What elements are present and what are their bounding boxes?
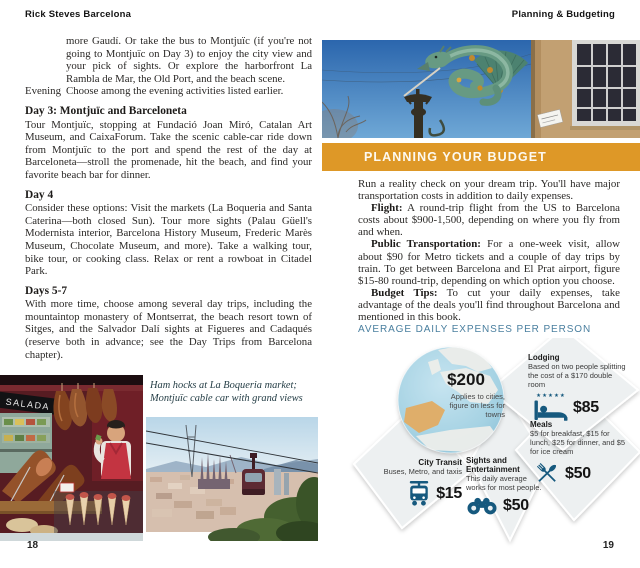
section-banner-title: PLANNING YOUR BUDGET <box>364 150 547 164</box>
tram-icon <box>407 480 431 507</box>
meals-block <box>530 420 630 486</box>
itinerary-label-empty <box>25 35 66 85</box>
infographic-heading: AVERAGE DAILY EXPENSES PER PERSON <box>358 324 592 335</box>
photo-caption: Ham hocks at La Boqueria market; Montjuïc cable car with grand views <box>150 380 303 404</box>
hotel-stars: ★★★★★ <box>536 393 566 399</box>
sights-amount: $50 <box>503 497 529 514</box>
transit-title: City Transit <box>418 458 462 467</box>
binoculars-icon <box>466 496 498 515</box>
right-page <box>320 0 640 568</box>
meals-desc: $5 for breakfast, $15 for lunch, $25 for dinner, and $5 for ice cream <box>530 429 626 456</box>
evening-label: Evening <box>25 85 61 98</box>
transit-amount: $15 <box>436 485 462 502</box>
day4-heading: Day 4 <box>25 188 54 201</box>
right-running-header: Planning & Budgeting <box>511 9 615 20</box>
lodging-title: Lodging <box>528 353 560 362</box>
day3-body: Tour Montjuïc, stopping at Fundació Joan Miró, Catalan Art Museum, and CaixaForum. Take the scenic cable-car ride down from Montjuïc to the port and spend the rest of the day at Barceloneta—stroll the promenade, hit the beach, and find your favorite beach bar for dinner. <box>25 118 312 181</box>
daily-total-note: Applies to cities, figure on less for towns <box>449 392 505 419</box>
evening-itinerary-item <box>25 85 312 98</box>
sights-block <box>466 456 542 515</box>
transit-block <box>378 458 462 507</box>
cable-car-photo <box>146 417 318 541</box>
days57-body: With more time, choose among several day trips, including the mountaintop monastery of Montserrat, the beach resort town of Sitges, and the Salvador Dalí sights at Figueres and Cadaqués (reserve both in advance; see the Day Trips from Barcelona chapter). <box>25 298 312 361</box>
sights-desc: This daily average works for most people. <box>466 474 542 492</box>
itinerary-text: more Gaudí. Or take the bus to Montjuïc (if you're not going to Montjuïc on Day 3) to enjoy the city view and your pick of sights. Or explore the harborfront La Rambla de Mar, the Old Port, and the beach scene. <box>66 35 312 85</box>
flight-paragraph: Flight: A round-trip flight from the US to Barcelona costs about $900-1,500, depending on where you fly from and when. <box>358 202 620 239</box>
budget-tips-paragraph: Budget Tips: To cut your daily expenses, take advantage of the deals you'll find throughout Barcelona and mentioned in this book. <box>358 286 621 324</box>
section-banner <box>322 143 640 171</box>
evening-text: Choose among the evening activities listed earlier. <box>66 85 284 98</box>
market-photo <box>0 375 143 541</box>
lodging-amount: $85 <box>573 398 599 416</box>
daily-total-amount: $200 <box>447 370 485 389</box>
dragon-photo <box>322 40 640 138</box>
left-running-header: Rick Steves Barcelona <box>25 9 132 20</box>
days57-heading: Days 5-7 <box>25 284 68 297</box>
transit-desc: Buses, Metro, and taxis <box>383 467 462 476</box>
svg-text:SALADA: SALADA <box>5 396 51 412</box>
sights-title: Sights and Entertainment <box>466 456 520 474</box>
left-text-column <box>25 35 312 361</box>
lodging-block <box>528 353 630 421</box>
day4-body: Consider these options: Visit the markets (La Boqueria and Santa Caterina—both closed Sun). Tour more sights (Palau Güell's Modernista interior, Barcelona History Museum, Frederic Marès Museum, Chocolate Museum, and more). Take a walking tour, bike tour, or cooking class. Relax or rent a rowboat in Citadel Park. <box>25 202 312 278</box>
budget-intro: Run a reality check on your dream trip. You'll have major transportation costs in addition to daily expenses. <box>358 178 620 203</box>
meals-amount: $50 <box>565 464 591 482</box>
expenses-infographic <box>320 338 640 553</box>
right-text-column <box>358 178 620 323</box>
continued-itinerary-item <box>25 35 312 85</box>
public-transport-paragraph: Public Transportation: For a one-week visit, allow about $90 for Metro tickets and a couple of day trips by train. To get between Barcelona and El Prat airport, figure $15-80 round-trip, depending on which option you choose. <box>358 238 620 287</box>
left-page-number: 18 <box>27 540 39 551</box>
right-page-number: 19 <box>602 540 614 551</box>
day3-heading: Day 3: Montjuïc and Barceloneta <box>25 104 187 117</box>
meals-title: Meals <box>530 420 553 429</box>
lodging-desc: Based on two people splitting the cost of a $170 double room <box>528 362 626 389</box>
bed-icon <box>534 399 568 421</box>
